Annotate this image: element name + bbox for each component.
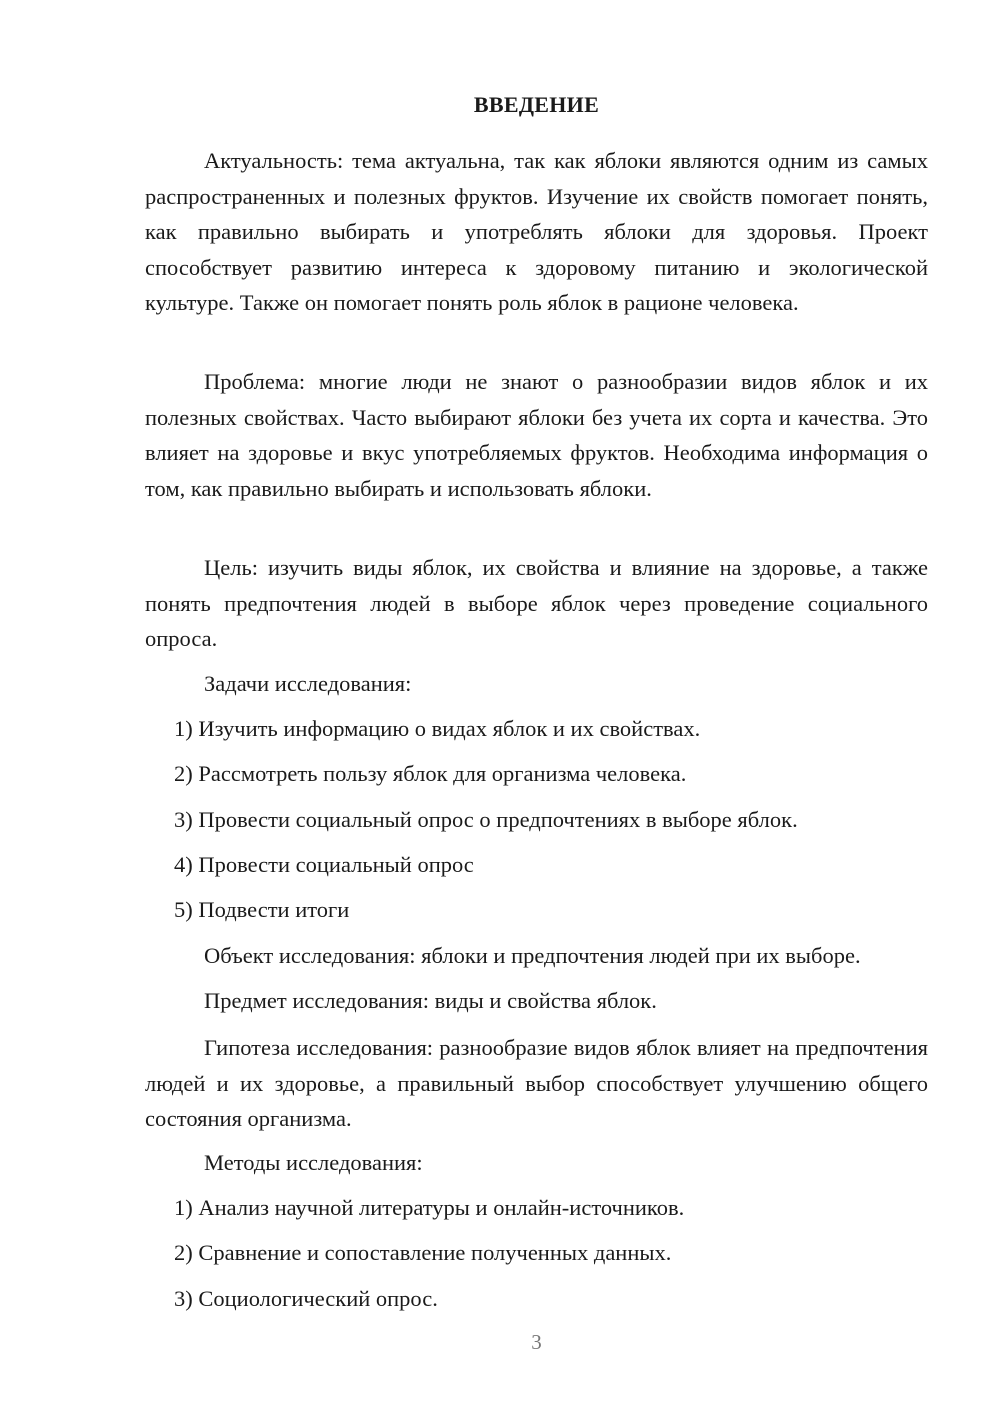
hypothesis-paragraph: Гипотеза исследования: разнообразие видов яблок влияет на предпочтения людей и их здоровье, а правильный выбор способствует улучшению общего состояния организма.: [145, 1035, 928, 1131]
relevance-paragraph: Актуальность: тема актуальна, так как яблоки являются одним из самых распространенных и полезных фруктов. Изучение их свойств помогает понять, как правильно выбирать и употреблять яблоки для здоровья. Проект способствует развитию интереса к здоровому питанию и экологической культуре. Также он помогает понять роль яблок в рационе человека.: [145, 148, 928, 315]
object-statement: Объект исследования: яблоки и предпочтения людей при их выборе.: [204, 943, 861, 968]
task-item: 5) Подвести итоги: [174, 897, 350, 922]
task-item: 4) Провести социальный опрос: [174, 852, 474, 877]
method-item: 3) Социологический опрос.: [174, 1286, 438, 1311]
method-item: 2) Сравнение и сопоставление полученных данных.: [174, 1240, 672, 1265]
section-title: ВВЕДЕНИЕ: [473, 92, 600, 117]
tasks-heading: Задачи исследования:: [204, 671, 412, 696]
subject-statement: Предмет исследования: виды и свойства яблок.: [204, 988, 657, 1013]
task-item: 2) Рассмотреть пользу яблок для организма человека.: [174, 761, 687, 786]
problem-paragraph: Проблема: многие люди не знают о разнообразии видов яблок и их полезных свойствах. Часто выбирают яблоки без учета их сорта и качества. Это влияет на здоровье и вкус употребляемых фруктов. Необходима информация о том, как правильно выбирать и использовать яблоки.: [145, 369, 928, 501]
task-item: 3) Провести социальный опрос о предпочтениях в выборе яблок.: [174, 807, 798, 832]
method-item: 1) Анализ научной литературы и онлайн-источников.: [174, 1195, 685, 1220]
page-number: 3: [531, 1330, 542, 1354]
methods-heading: Методы исследования:: [204, 1150, 423, 1175]
goal-paragraph: Цель: изучить виды яблок, их свойства и влияние на здоровье, а также понять предпочтения людей в выборе яблок через проведение социального опроса.: [145, 555, 928, 651]
document-page: [145, 0, 928, 1414]
task-item: 1) Изучить информацию о видах яблок и их свойствах.: [174, 716, 701, 741]
